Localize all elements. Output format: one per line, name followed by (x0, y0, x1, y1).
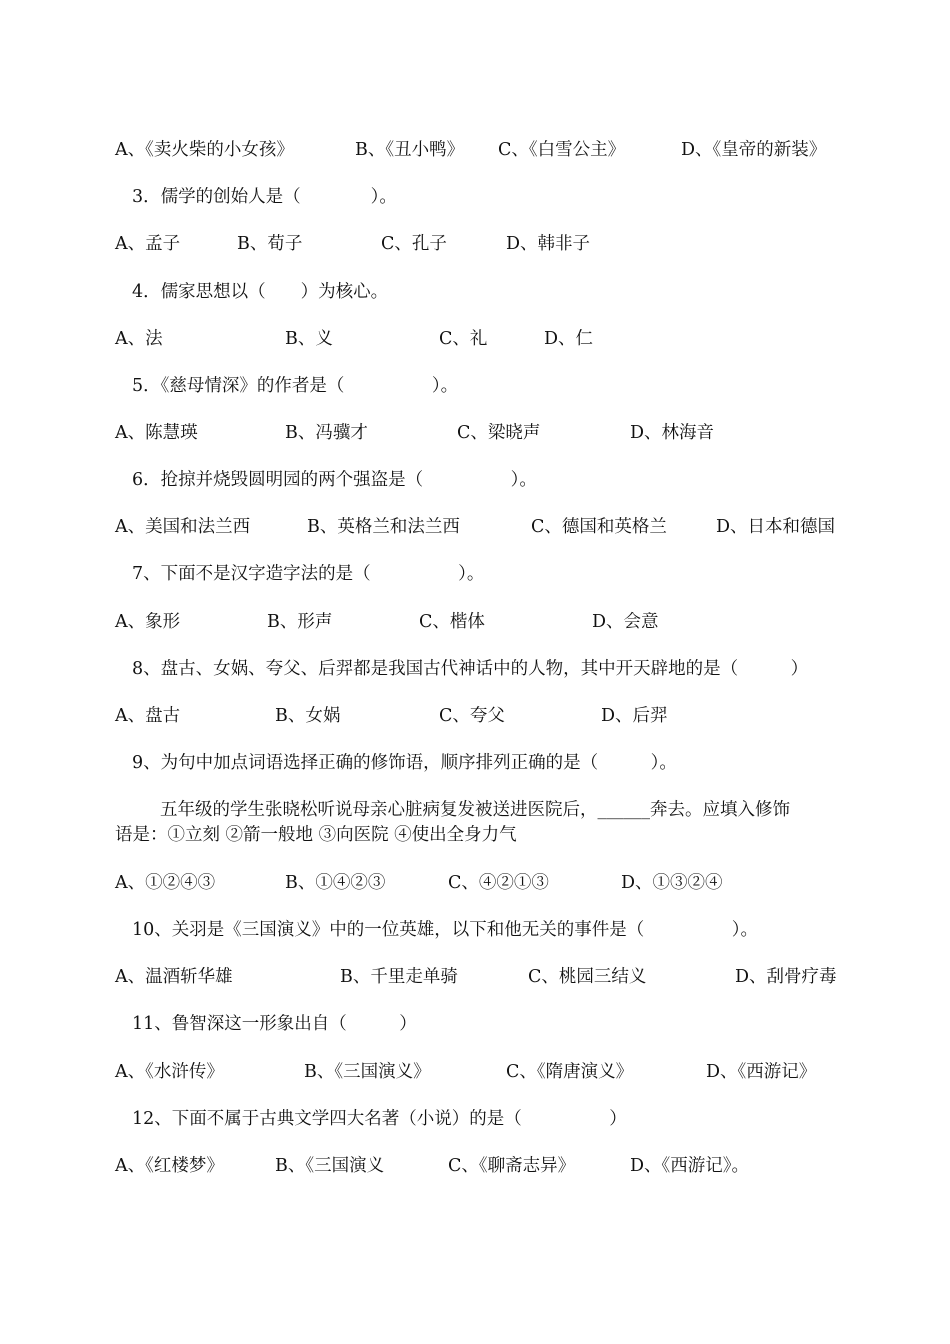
option-a: A、盘古 (115, 706, 181, 726)
option-d: D、《皇帝的新装》 (681, 140, 827, 160)
option-d: D、日本和德国 (716, 517, 836, 537)
question-6-stem: 6．抢掠并烧毁圆明园的两个强盗是（ ）。 (132, 470, 537, 490)
option-d: D、①③②④ (621, 873, 723, 893)
option-b: B、义 (285, 329, 333, 349)
option-c: C、礼 (439, 329, 488, 349)
option-b: B、荀子 (237, 234, 303, 254)
option-c: C、楷体 (419, 612, 485, 632)
question-8-stem: 8、盘古、女娲、夸父、后羿都是我国古代神话中的人物，其中开天辟地的是（ ） (132, 659, 809, 679)
question-9-passage-line-1: 五年级的学生张晓松听说母亲心脏病复发被送进医院后，______奔去。应填入修饰 (160, 800, 790, 820)
option-a: A、法 (115, 329, 163, 349)
option-c: C、德国和英格兰 (531, 517, 667, 537)
option-b: B、冯骥才 (285, 423, 368, 443)
question-7-stem: 7、下面不是汉字造字法的是（ ）。 (132, 564, 485, 584)
option-c: C、《聊斋志异》 (448, 1156, 576, 1176)
option-a: A、《水浒传》 (115, 1062, 224, 1082)
option-a: A、美国和法兰西 (115, 517, 251, 537)
option-c: C、夸父 (439, 706, 505, 726)
option-a: A、《红楼梦》 (115, 1156, 224, 1176)
option-d: D、后羿 (601, 706, 668, 726)
option-a: A、温酒斩华雄 (115, 967, 233, 987)
option-a: A、孟子 (115, 234, 181, 254)
option-d: D、刮骨疗毒 (735, 967, 837, 987)
option-a: A、《卖火柴的小女孩》 (115, 140, 294, 160)
option-d: D、会意 (592, 612, 659, 632)
question-3-stem: 3．儒学的创始人是（ ）。 (132, 187, 397, 207)
question-5-stem: 5．《慈母情深》的作者是（ ）。 (132, 376, 459, 396)
option-b: B、形声 (267, 612, 333, 632)
option-c: C、④②①③ (448, 873, 549, 893)
option-b: B、英格兰和法兰西 (307, 517, 460, 537)
option-d: D、林海音 (630, 423, 715, 443)
option-d: D、《西游记》。 (630, 1156, 750, 1176)
option-b: B、女娲 (275, 706, 341, 726)
option-c: C、《隋唐演义》 (506, 1062, 634, 1082)
option-c: C、《白雪公主》 (498, 140, 626, 160)
option-c: C、孔子 (381, 234, 447, 254)
question-10-stem: 10、关羽是《三国演义》中的一位英雄，以下和他无关的事件是（ ）。 (132, 920, 759, 940)
question-11-stem: 11、鲁智深这一形象出自（ ） (132, 1014, 417, 1034)
question-9-stem: 9、为句中加点词语选择正确的修饰语，顺序排列正确的是（ ）。 (132, 753, 677, 773)
question-4-stem: 4．儒家思想以（ ）为核心。 (132, 282, 389, 302)
option-d: D、韩非子 (506, 234, 591, 254)
question-9-passage-line-2: 语是：①立刻 ②箭一般地 ③向医院 ④使出全身力气 (115, 825, 517, 845)
option-c: C、桃园三结义 (528, 967, 647, 987)
option-c: C、梁晓声 (457, 423, 541, 443)
option-b: B、千里走单骑 (340, 967, 458, 987)
question-12-stem: 12、下面不属于古典文学四大名著（小说）的是（ ） (132, 1109, 627, 1129)
option-a: A、①②④③ (115, 873, 216, 893)
option-b: B、《三国演义》 (304, 1062, 431, 1082)
option-b: B、《三国演义 (275, 1156, 385, 1176)
option-d: D、仁 (544, 329, 594, 349)
option-d: D、《西游记》 (706, 1062, 817, 1082)
option-b: B、《丑小鸭》 (355, 140, 465, 160)
option-a: A、陈慧瑛 (115, 423, 198, 443)
option-b: B、①④②③ (285, 873, 386, 893)
option-a: A、象形 (115, 612, 181, 632)
